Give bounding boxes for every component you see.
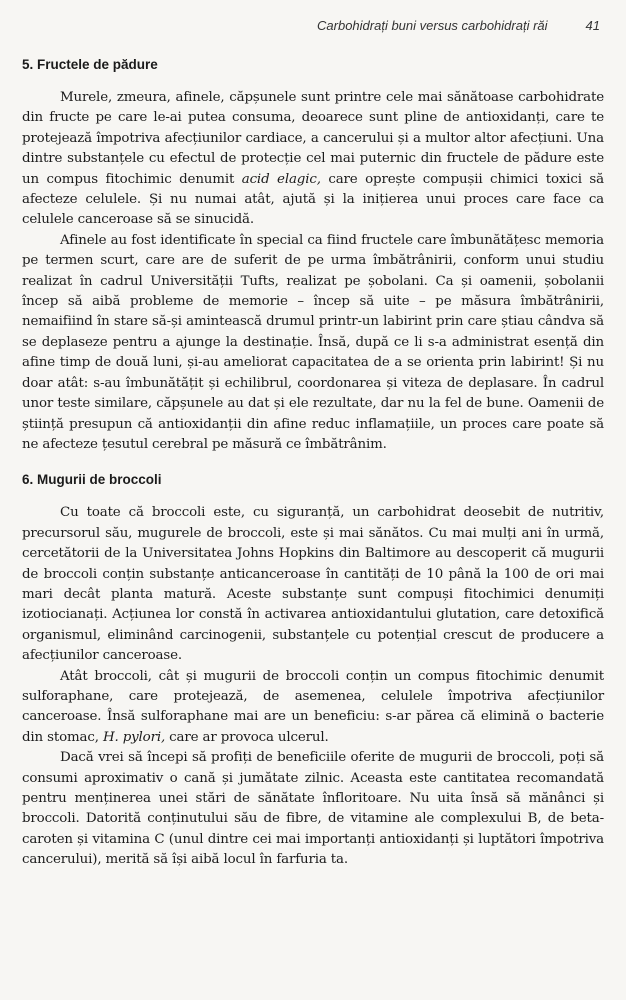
- running-title: Carbohidrați buni versus carbohidrați răi: [317, 18, 548, 33]
- paragraph-berries-intro: [22, 88, 604, 231]
- running-header: [22, 18, 600, 50]
- text-run: care oprește compușii chimici toxici să afecteze celulele. Și nu numai atât, ajută și la inițierea unui proces care face ca celulele canceroase să se sinucidă.: [22, 171, 604, 228]
- text-run: Dacă vrei să începi să profiți de beneficiile oferite de mugurii de broccoli, poți să consumi aproximativ o cană și jumătate zilnic. Aceasta este cantitatea recomandată pentru menținerea unei stări de sănătate înfloritoare. Nu uita însă să mănânci și broccoli. Datorită conținutului său de fibre, de vitamine ale complexului B, de beta-caroten și vitamina C (unul dintre cei mai importanți antioxidanți și luptători împotriva cancerului), merită să își aibă locul în farfuria ta.: [22, 750, 604, 868]
- text-run: care ar provoca ulcerul.: [165, 729, 329, 745]
- section-heading-broccoli-sprouts: 6. Mugurii de broccoli: [22, 472, 162, 488]
- italic-term: H. pylori,: [102, 729, 166, 745]
- italic-term: acid elagic,: [241, 171, 321, 187]
- text-run: Atât broccoli, cât și mugurii de broccoli conțin un compus fitochimic denumit sulforaphane, care protejează, de asemenea, celulele împotriva afecțiunilor canceroase. Însă sulforaphane mai are un beneficiu: s-ar părea că elimină o bacterie din stomac,: [22, 668, 604, 745]
- paragraph-blueberries-memory: [22, 231, 604, 455]
- paragraph-sulforaphane: [22, 667, 604, 749]
- paragraph-broccoli-benefits: [22, 748, 604, 870]
- section-heading-berries: 5. Fructele de pădure: [22, 57, 158, 72]
- page-number: 41: [585, 18, 600, 33]
- text-run: Afinele au fost identificate în special ca fiind fructele care îmbunătățesc memoria pe termen scurt, care are de suferit de pe urma îmbătrânirii, conform unui studiu realizat în cadrul Universității Tufts, realizat pe șobolani. Ca și oamenii, șobolanii încep să aibă probleme de memorie – încep să uite – pe măsura îmbătrânirii, nemaifiind în stare să-și amintească drumul printr-un labirint prin care știau cândva să se deplaseze pentru a ajunge la destinație. Însă, după ce li s-a administrat esență din afine timp de două luni, și-au ameliorat capacitatea de a se orienta prin labirint! Și nu doar atât: s-au îmbunătățit și echilibrul, coordonarea și viteza de deplasare. În cadrul unor teste similare, căpșunele au dat și ele rezultate, dar nu la fel de bune. Oamenii de știință presupun că antioxidanții din afine reduc inflamațiile, un proces care poate să ne afecteze țesutul cerebral pe măsură ce îmbătrânim.: [22, 232, 604, 452]
- paragraph-broccoli-intro: [22, 503, 604, 666]
- text-run: Cu toate că broccoli este, cu siguranță, un carbohidrat deosebit de nutritiv, precursorul său, mugurele de broccoli, este și mai sănătos. Cu mai mulți ani în urmă, cercetătorii de la Universitatea Johns Hopkins din Baltimore au descoperit că mugurii de broccoli conțin substanțe anticanceroase în cantități de 10 până la 100 de ori mai mari decât planta matură. Aceste substanțe sunt compuși fitochimici denumiți izotiocianați. Acțiunea lor constă în activarea antioxidantului glutation, care detoxifică organismul, eliminând carcinogenii, substanțele cu potențial crescut de producere a afecțiunilor canceroase.: [22, 505, 604, 664]
- text-run: Murele, zmeura, afinele, căpșunele sunt printre cele mai sănătoase carbohidrate din fructe pe care le-ai putea consuma, deoarece sunt pline de antioxidanți, care te protejează împotriva afecțiunilor cardiace, a cancerului și a multor altor afecțiuni. Una dintre substanțele cu efectul de protecție cel mai puternic din fructele de pădure este un compus fitochimic denumit: [22, 90, 604, 187]
- book-page: [22, 18, 604, 871]
- section-spacer: [22, 455, 604, 465]
